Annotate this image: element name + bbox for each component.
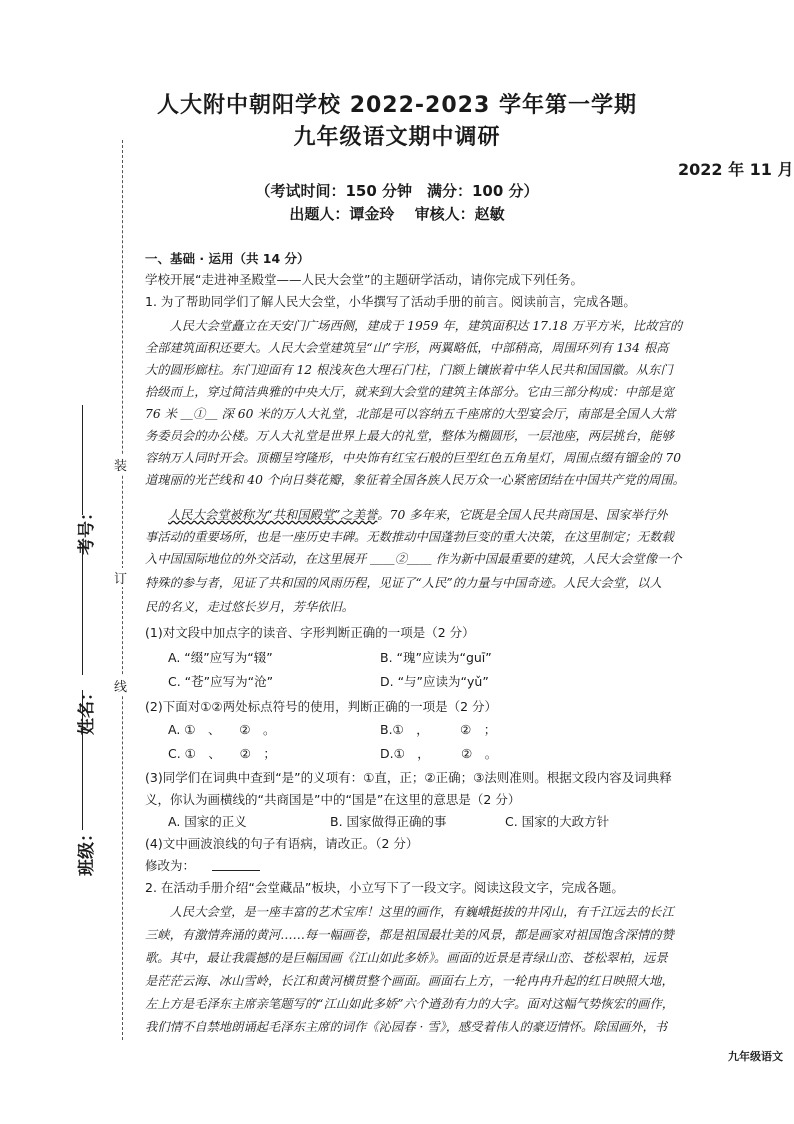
answer-blank[interactable] <box>212 870 260 871</box>
section-intro: 学校开展“走进神圣殿堂——人民大会堂”的主题研学活动，请你完成下列任务。 <box>145 272 583 287</box>
option-3b[interactable]: B. 国家做得正确的事 <box>330 814 447 829</box>
sub-question-4-stem: (4)文中画波浪线的句子有语病，请改正。（2 分） <box>145 836 419 851</box>
number-field[interactable] <box>82 405 83 515</box>
question-2-stem: 2. 在活动手册介绍“会堂藏品”板块，小立写下了一段文字。阅读这段文字，完成各题。 <box>145 880 624 895</box>
passage-line: 容纳万人同时开会。顶棚呈穹隆形，中央饰有红宝石般的巨型红色五角星灯，周围点缀有镏金的 70 <box>145 451 682 465</box>
bind-char-ding: 订 <box>114 568 127 587</box>
exam-authors: 出题人：谭金玲 审核人：赵敏 <box>289 205 505 223</box>
passage-line: 事活动的重要场所，也是一座历史丰碑。无数推动中国蓬勃巨变的重大决策，在这里制定；无数载 <box>145 530 674 544</box>
class-label: 班级： <box>77 825 97 876</box>
name-field[interactable] <box>82 545 83 675</box>
passage-line: 特殊的参与者，见证了共和国的风雨历程，见证了“人民”的力量与中国奇迹。人民大会堂，以人 <box>145 576 662 590</box>
exam-subtitle: 九年级语文期中调研 <box>293 125 501 150</box>
passage-line: 务委员会的办公楼。万人大礼堂是世界上最大的礼堂，整体为椭圆形，一层池座，两层挑台，能够 <box>145 429 674 443</box>
option-3a[interactable]: A. 国家的正义 <box>168 814 247 829</box>
bind-char-zhuang: 装 <box>114 455 127 474</box>
binding-line <box>122 140 123 1040</box>
sub-question-3-stem: (3)同学们在词典中查到“是”的义项有：①直，正；②正确；③法则准则。根据文段内容及词典释 <box>145 770 672 785</box>
passage-text: 。70 多年来，它既是全国人民共商国是、国家举行外 <box>377 508 668 522</box>
passage-line: 左上方是毛泽东主席亲笔题写的“江山如此多娇”六个遒劲有力的大字。面对这幅气势恢宏的画作， <box>145 997 675 1011</box>
passage-line <box>168 505 794 525</box>
option-3c[interactable]: C. 国家的大政方针 <box>505 814 610 829</box>
sub-question-2-stem: (2)下面对①②两处标点符号的使用，判断正确的一项是（2 分） <box>145 699 498 714</box>
passage-line: 人民大会堂，是一座丰富的艺术宝库！这里的画作，有巍峨挺拔的井冈山，有千江远去的长江 <box>145 905 674 919</box>
wavy-sentence: 人民大会堂被称为“共和国殿堂”之美誉 <box>168 508 378 522</box>
option-2d[interactable]: D.① ， ② 。 <box>380 746 498 761</box>
passage-line: 是茫茫云海、冰山雪岭，长江和黄河横贯整个画面。画面右上方，一轮冉冉升起的红日映照大地， <box>145 974 674 988</box>
page-footer: 九年级语文 <box>728 1050 783 1063</box>
section-heading: 一、基础 · 运用（共 14 分） <box>145 251 310 266</box>
question-1-stem: 1. 为了帮助同学们了解人民大会堂，小华撰写了活动手册的前言。阅读前言，完成各题。 <box>145 294 636 309</box>
passage-line: 歌。其中，最让我震撼的是巨幅国画《江山如此多娇》。画面的近景是青绿山峦、苍松翠柏，远景 <box>145 951 668 965</box>
passage-line: 民的名义，走过悠长岁月，芳华依旧。 <box>145 600 355 614</box>
name-label: 姓名： <box>77 684 97 735</box>
passage-line: 大的圆形廊柱。东门迎面有 12 根浅灰色大理石门柱，门额上镶嵌着中华人民共和国国徽。从东门 <box>145 363 673 377</box>
number-label: 考号： <box>77 504 97 555</box>
bind-char-xian: 线 <box>114 676 127 695</box>
option-2a[interactable]: A. ① 、 ② 。 <box>168 722 276 737</box>
option-1a[interactable]: A. “缀”应写为“辍” <box>168 650 273 665</box>
passage-line: 我们情不自禁地朗诵起毛泽东主席的词作《沁园春 · 雪》，感受着伟人的豪迈情怀。除国画外，书 <box>145 1020 668 1034</box>
passage-line: 拾级而上，穿过简洁典雅的中央大厅，就来到大会堂的建筑主体部分。它由三部分构成：中部是宽 <box>145 385 674 399</box>
exam-date: 2022 年 11 月 <box>678 160 794 179</box>
sub-question-3-stem-cont: 义，你认为画横线的“共商国是”中的“国是”在这里的意思是（2 分） <box>145 792 521 807</box>
option-2b[interactable]: B.① ， ② ； <box>380 722 497 737</box>
passage-line: 人民大会堂矗立在天安门广场西侧，建成于 1959 年，建筑面积达 17.18 万平方米，比故宫的 <box>145 319 683 333</box>
sub-question-1-stem: (1)对文段中加点字的读音、字形判断正确的一项是（2 分） <box>145 625 475 640</box>
option-1c[interactable]: C. “苍”应写为“沧” <box>168 674 274 689</box>
option-1d[interactable]: D. “与”应读为“yǔ” <box>380 674 489 689</box>
passage-line: 76 米 ＿①＿ 深 60 米的万人大礼堂，北部是可以容纳五千座席的大型宴会厅，南部是全国人大常 <box>145 407 676 421</box>
option-1b[interactable]: B. “瑰”应读为“guī” <box>380 650 492 665</box>
passage-line: 三峡，有激情奔涌的黄河……每一幅画卷，都是祖国最壮美的风景，都是画家对祖国饱含深情的赞 <box>145 928 674 942</box>
exam-info: （考试时间：150 分钟 满分：100 分） <box>255 182 539 200</box>
passage-line: 入中国国际地位的外交活动，在这里展开 ＿＿②＿＿ 作为新中国最重要的建筑，人民大会堂像一个 <box>145 552 682 566</box>
exam-title: 人大附中朝阳学校 2022-2023 学年第一学期 <box>157 93 637 118</box>
answer-label: 修改为： <box>145 858 196 873</box>
option-2c[interactable]: C. ① 、 ② ； <box>168 746 276 761</box>
passage-line: 全部建筑面积还要大。人民大会堂建筑呈“山”字形，两翼略低，中部稍高，周围环列有 134 根高 <box>145 341 669 355</box>
passage-line: 道瑰丽的光芒线和 40 个向日葵花瓣，象征着全国各族人民万众一心紧密团结在中国共产党的周围。 <box>145 473 685 487</box>
